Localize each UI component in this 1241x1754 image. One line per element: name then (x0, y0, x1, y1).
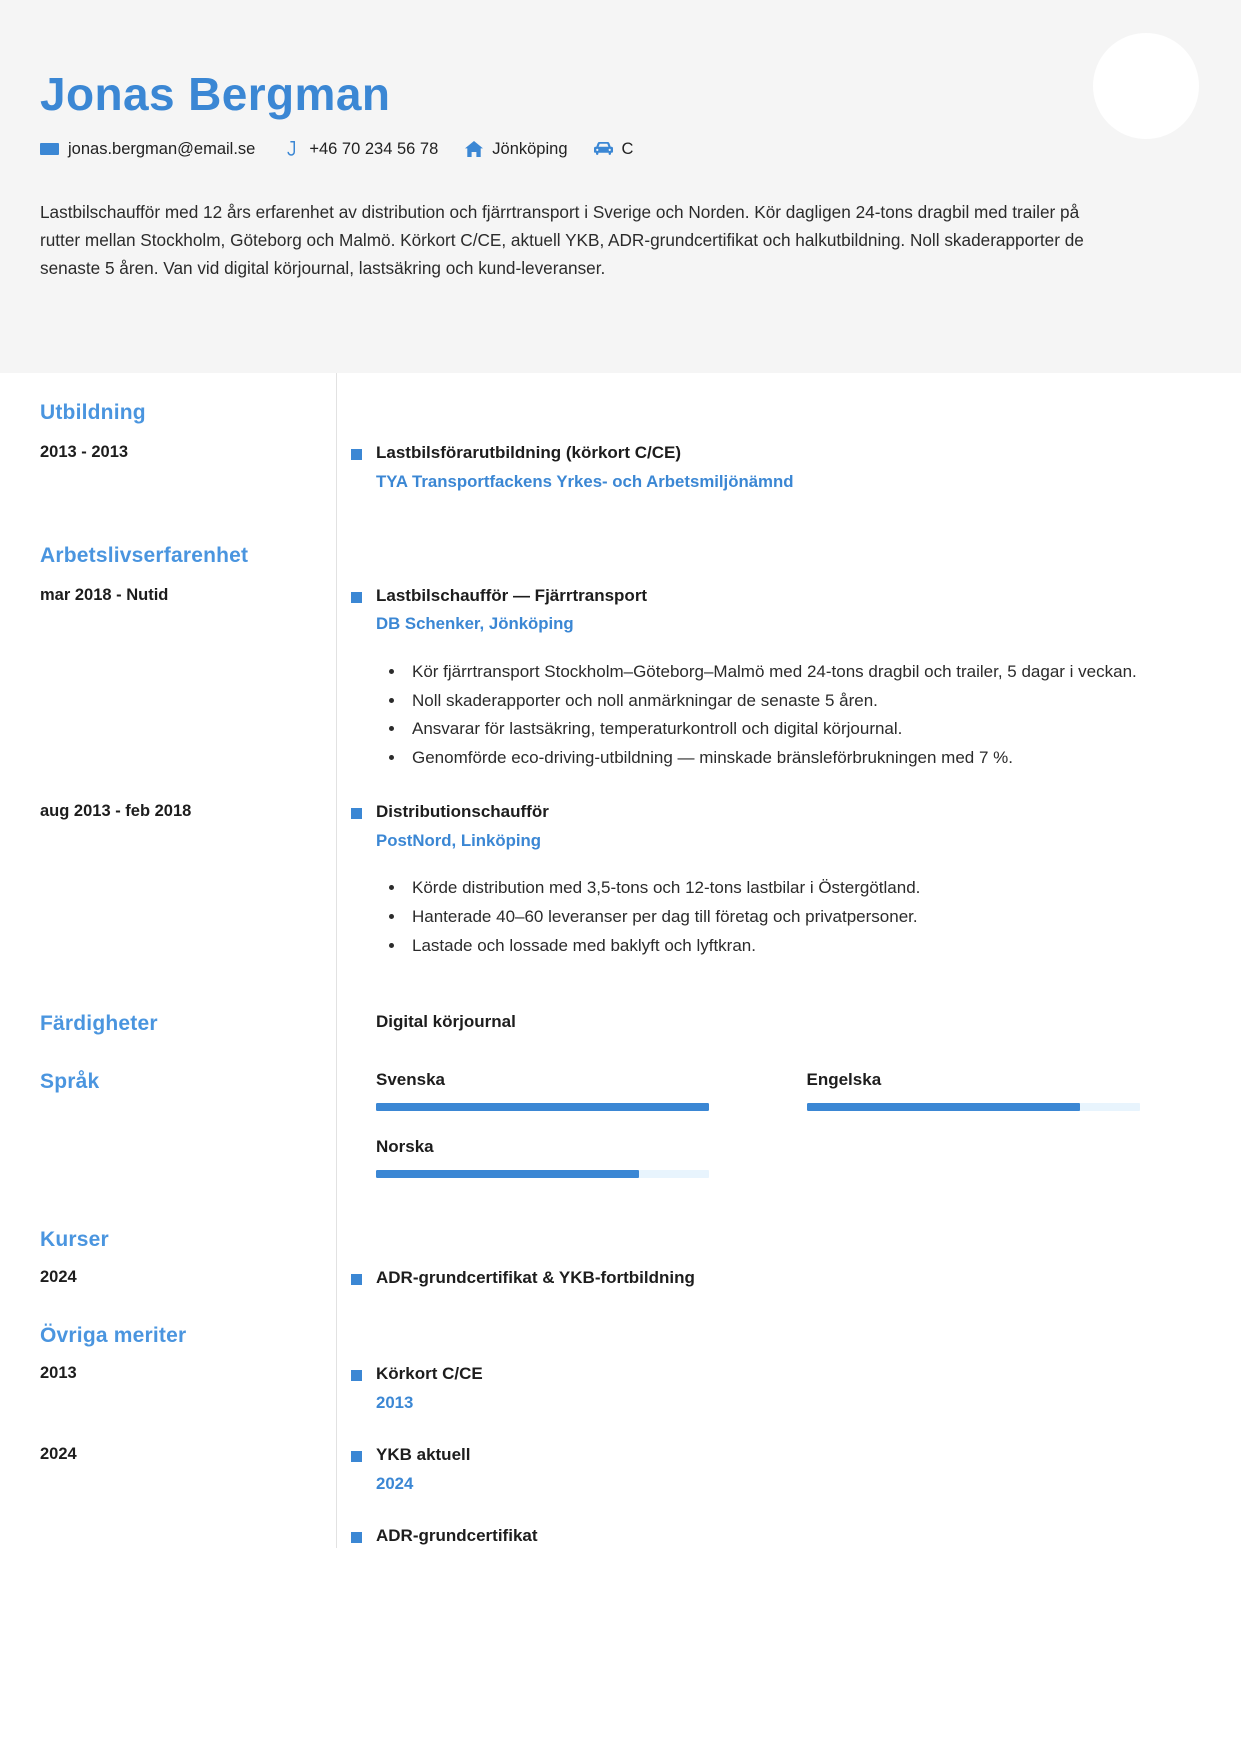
language-bar-grid (376, 1070, 1201, 1178)
timeline-marker-icon (351, 808, 362, 819)
other-merit-date: 2013 (40, 1364, 77, 1383)
language-level-fill (807, 1103, 1080, 1111)
cv-body (0, 373, 1241, 1548)
course-entry-title: ADR-grundcertifikat & YKB-fortbildning (376, 1267, 695, 1287)
contact-row (40, 140, 1201, 157)
profile-summary: Lastbilschaufför med 12 års erfarenhet av distribution och fjärrtransport i Sverige och Norden. Kör dagligen 24-tons dragbil med trailer på rutter mellan Stockholm, Göteborg och Malmö. Körkort C/CE, aktuell YKB, ADR-grundcertifikat och halkutbildning. Noll skaderapporter de senaste 5 åren. Van vid digital körjournal, lastsäkring och kund-leveranser. (40, 202, 1084, 279)
other-merit-year: 2013 (376, 1392, 414, 1412)
timeline-marker-cell (336, 584, 376, 603)
home-icon (464, 140, 483, 157)
section-education (40, 401, 1201, 425)
education-entry-institution: TYA Transportfackens Yrkes- och Arbetsmiljönämnd (376, 471, 794, 491)
timeline-marker-cell (336, 1266, 376, 1285)
language-level-track (376, 1103, 709, 1111)
skills-body (376, 1012, 1201, 1032)
timeline-marker-icon (351, 1370, 362, 1381)
list-item: • Ansvarar för lastsäkring, temperaturkontroll och digital körjournal. (406, 716, 1201, 743)
contact-email-text: jonas.bergman@email.se (68, 139, 256, 158)
timeline-marker-icon (351, 1274, 362, 1285)
experience-entry-date: aug 2013 - feb 2018 (40, 802, 192, 821)
section-experience (40, 544, 1201, 568)
language-item-engelska (807, 1070, 1140, 1111)
language-label: Svenska (376, 1069, 445, 1089)
section-other-merits (40, 1324, 1201, 1348)
timeline-marker-cell (336, 1443, 376, 1462)
other-merit-body (376, 1362, 1201, 1415)
language-level-track (807, 1103, 1140, 1111)
phone-icon (281, 140, 300, 157)
language-level-track (376, 1170, 709, 1178)
timeline-marker-cell (336, 800, 376, 819)
contact-driving-licence-text: C (621, 139, 634, 158)
languages-body (376, 1070, 1201, 1178)
other-merit-entry (40, 1524, 1201, 1549)
language-level-fill (376, 1103, 709, 1111)
experience-entry-company: PostNord, Linköping (376, 830, 542, 850)
timeline-marker-icon (351, 1451, 362, 1462)
section-title-education: Utbildning (40, 401, 146, 424)
other-merit-title: YKB aktuell (376, 1444, 471, 1464)
other-merit-date: 2024 (40, 1444, 77, 1463)
timeline-marker-cell (336, 1362, 376, 1381)
skill-item-label: Digital körjournal (376, 1011, 516, 1031)
list-item: • Körde distribution med 3,5-tons och 12-tons lastbilar i Östergötland. (406, 875, 1201, 902)
experience-entry-company: DB Schenker, Jönköping (376, 614, 574, 634)
timeline-marker-cell (336, 1524, 376, 1543)
timeline-marker-icon (351, 592, 362, 603)
other-merit-date (40, 1524, 336, 1526)
contact-location (464, 140, 567, 157)
list-item: • Kör fjärrtransport Stockholm–Göteborg–Malmö med 24-tons dragbil och trailer, 5 dagar i veckan. (406, 659, 1201, 686)
experience-entry-bullets (406, 875, 1201, 960)
cv-header (0, 0, 1241, 373)
language-level-fill (376, 1170, 639, 1178)
section-title-skills: Färdigheter (40, 1011, 158, 1035)
section-title-other-merits: Övriga meriter (40, 1324, 187, 1348)
experience-entry (40, 800, 1201, 961)
experience-entry-body (376, 584, 1201, 774)
experience-entry (40, 584, 1201, 774)
language-item-svenska (376, 1070, 709, 1111)
envelope-icon (40, 140, 59, 157)
section-title-languages: Språk (40, 1069, 100, 1093)
contact-phone[interactable] (281, 140, 438, 157)
section-languages (40, 1070, 1201, 1178)
section-skills (40, 1012, 1201, 1036)
avatar (1093, 33, 1199, 139)
other-merit-year: 2024 (376, 1473, 414, 1493)
course-entry-date: 2024 (40, 1267, 77, 1286)
other-merit-entry (40, 1362, 1201, 1415)
section-title-courses: Kurser (40, 1227, 109, 1251)
other-merit-body (376, 1524, 1201, 1549)
contact-location-text: Jönköping (492, 139, 568, 158)
list-item: • Genomförde eco-driving-utbildning — minskade bränsleförbrukningen med 7 %. (406, 745, 1201, 772)
course-entry-body (376, 1266, 1201, 1291)
list-item: • Noll skaderapporter och noll anmärkningar de senaste 5 åren. (406, 688, 1201, 715)
course-entry (40, 1266, 1201, 1291)
education-entry-date: 2013 - 2013 (40, 443, 129, 461)
contact-email[interactable] (40, 140, 255, 157)
language-label: Norska (376, 1136, 434, 1156)
education-entry (40, 441, 1201, 494)
section-courses (40, 1228, 1201, 1252)
experience-entry-title: Lastbilschaufför — Fjärrtransport (376, 585, 648, 605)
list-item: • Hanterade 40–60 leveranser per dag till företag och privatpersoner. (406, 904, 1201, 931)
timeline-marker-icon (351, 449, 362, 460)
car-icon (594, 140, 613, 157)
contact-driving-licence (594, 140, 634, 157)
other-merit-entry (40, 1443, 1201, 1496)
timeline-marker-icon (351, 1532, 362, 1543)
other-merit-body (376, 1443, 1201, 1496)
experience-entry-title: Distributionschaufför (376, 802, 549, 822)
contact-phone-text: +46 70 234 56 78 (309, 139, 439, 158)
other-merit-title: Körkort C/CE (376, 1364, 483, 1384)
education-entry-body (376, 441, 1201, 494)
other-merit-title: ADR-grundcertifikat (376, 1525, 538, 1545)
language-label: Engelska (806, 1069, 882, 1089)
page-title: Jonas Bergman (40, 68, 391, 120)
list-item: • Lastade och lossade med baklyft och lyftkran. (406, 933, 1201, 960)
experience-entry-date: mar 2018 - Nutid (40, 585, 169, 604)
timeline-marker-cell (336, 441, 376, 460)
experience-entry-body (376, 800, 1201, 961)
language-item-norska (376, 1137, 709, 1178)
education-entry-title: Lastbilsförarutbildning (körkort C/CE) (376, 443, 682, 462)
section-title-experience: Arbetslivserfarenhet (40, 543, 249, 567)
experience-entry-bullets (406, 659, 1201, 772)
